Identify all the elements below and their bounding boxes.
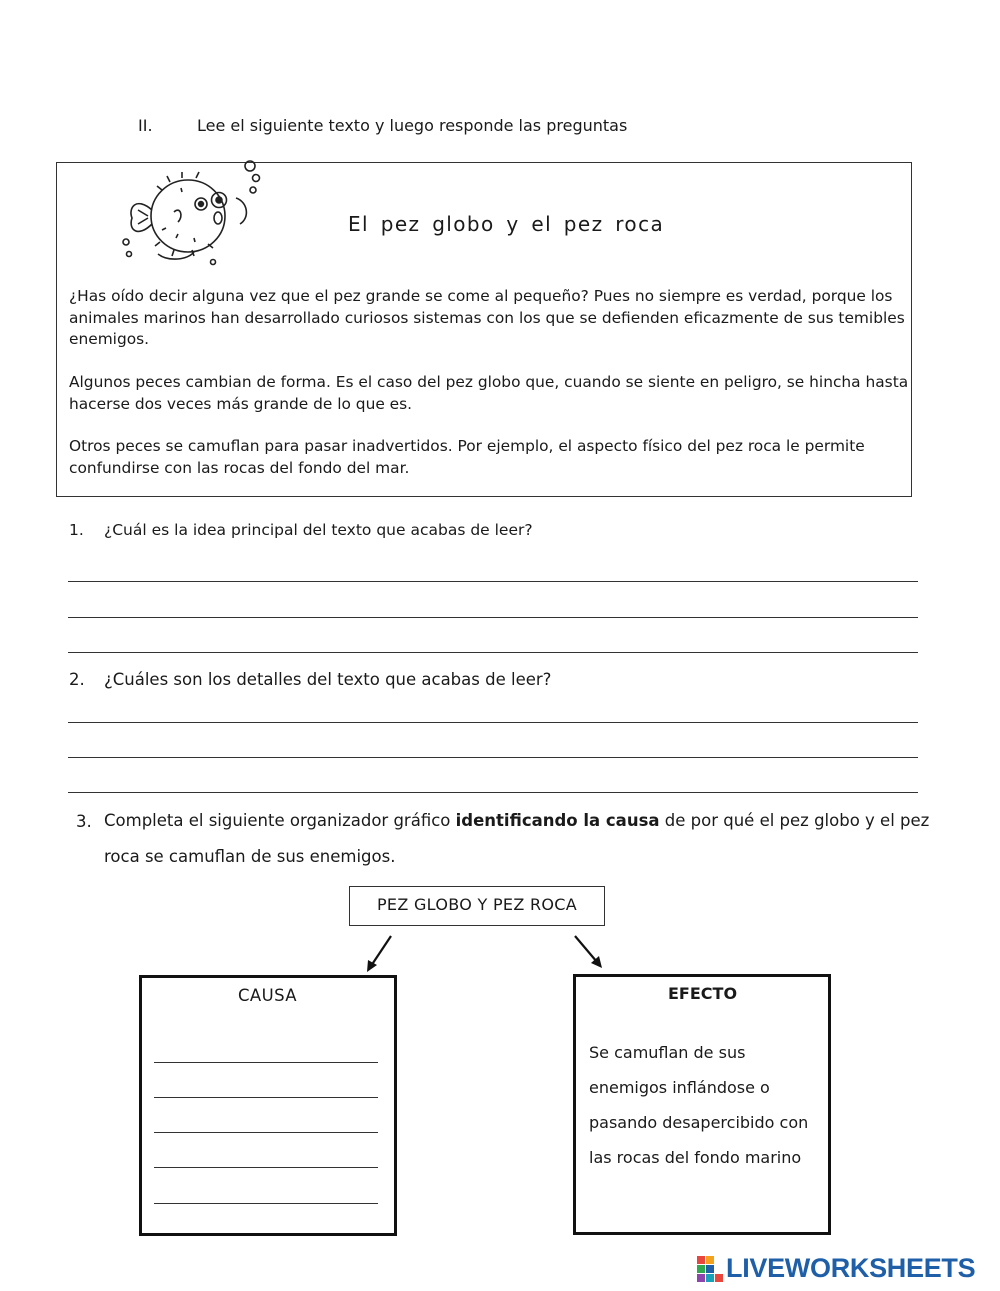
answer-line[interactable]: [68, 652, 918, 653]
story-paragraph: Otros peces se camuflan para pasar inadvertidos. Por ejemplo, el aspecto físico del pez roca le permite confundirse con las rocas del fondo del mar.: [69, 437, 865, 477]
effect-text: Se camuflan de sus enemigos inflándose o pasando desapercibido con las rocas del fondo marino: [589, 1043, 809, 1167]
story-paragraph: ¿Has oído decir alguna vez que el pez grande se come al pequeño? Pues no siempre es verdad, porque los animales marinos han desarrollado curiosos sistemas con los que se defienden eficazmente de sus temibles enemigos.: [69, 287, 905, 348]
question-2-number: 2.: [69, 670, 85, 689]
question-1-text: ¿Cuál es la idea principal del texto que acabas de leer?: [104, 521, 533, 539]
cause-answer-line[interactable]: [154, 1097, 378, 1098]
cause-title: CAUSA: [238, 986, 297, 1005]
answer-line[interactable]: [68, 757, 918, 758]
liveworksheets-logo: [697, 1253, 975, 1284]
question-3-text: [104, 803, 934, 875]
pufferfish-icon: [118, 158, 268, 270]
story-paragraph: Algunos peces cambian de forma. Es el caso del pez globo que, cuando se siente en peligro, se hincha hasta hacerse dos veces más grande de lo que es.: [69, 373, 909, 413]
question-3-emphasis: identificando la causa: [455, 811, 660, 830]
cause-answer-line[interactable]: [154, 1167, 378, 1168]
section-number: II.: [138, 116, 153, 135]
arrow-down-right-icon: [570, 932, 606, 972]
answer-line[interactable]: [68, 722, 918, 723]
question-3-text-start: Completa el siguiente organizador gráfico: [104, 811, 456, 830]
answer-line[interactable]: [68, 581, 918, 582]
cause-answer-line[interactable]: [154, 1062, 378, 1063]
effect-title: EFECTO: [668, 984, 738, 1003]
question-3-number: 3.: [76, 812, 92, 831]
answer-line[interactable]: [68, 617, 918, 618]
liveworksheets-blocks-icon: [697, 1256, 723, 1282]
answer-line[interactable]: [68, 792, 918, 793]
arrow-down-left-icon: [362, 932, 396, 974]
question-1-number: 1.: [69, 521, 84, 539]
cause-box: [139, 975, 397, 1236]
section-instruction: Lee el siguiente texto y luego responde las preguntas: [197, 116, 628, 135]
question-2-text: ¿Cuáles son los detalles del texto que acabas de leer?: [104, 670, 552, 689]
question-3-text-end: de por qué el pez globo y el pez roca se camuflan de sus enemigos.: [104, 811, 930, 866]
liveworksheets-text: LIVEWORKSHEETS: [726, 1253, 976, 1283]
organizer-topic-box: PEZ GLOBO Y PEZ ROCA: [349, 886, 605, 926]
cause-answer-line[interactable]: [154, 1132, 378, 1133]
story-title: El pez globo y el pez roca: [348, 212, 665, 236]
cause-answer-line[interactable]: [154, 1203, 378, 1204]
